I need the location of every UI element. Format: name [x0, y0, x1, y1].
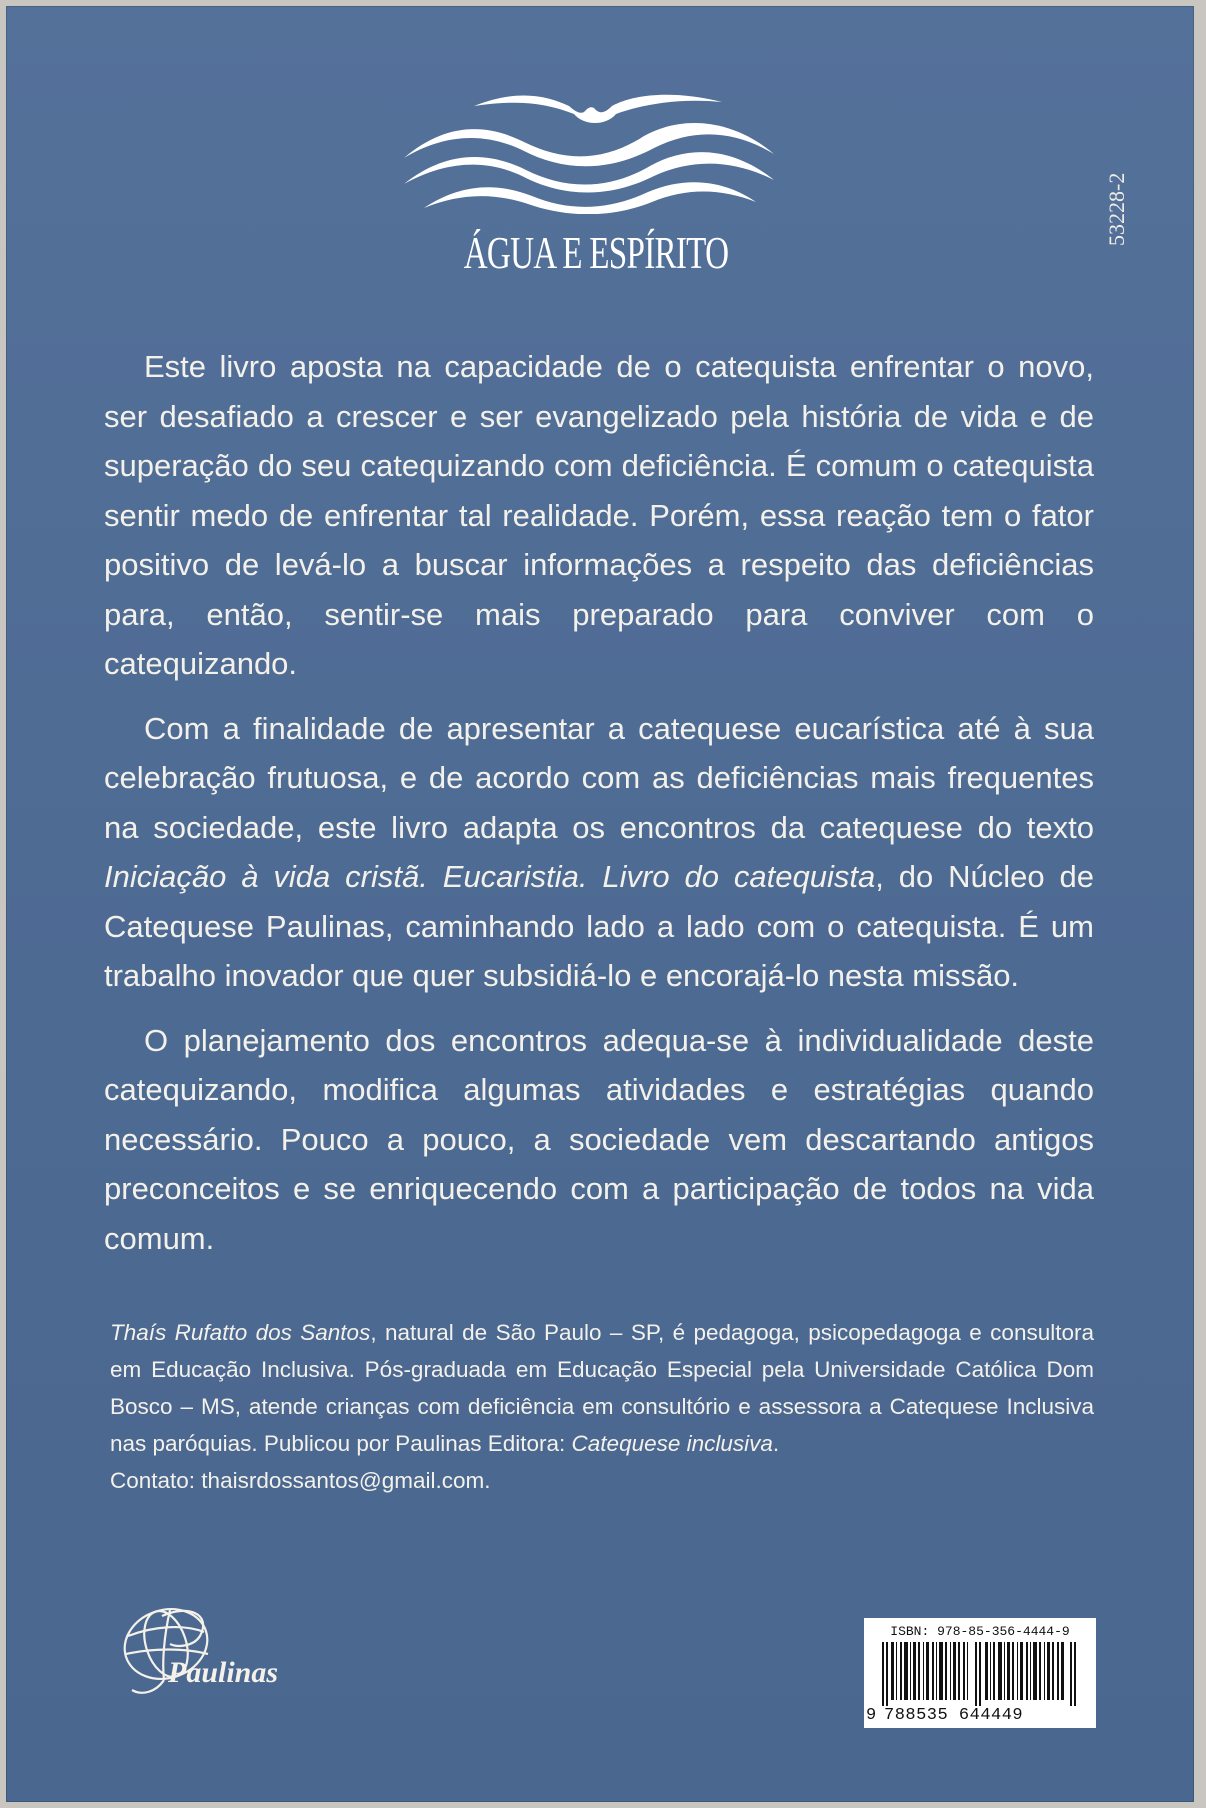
description-paragraph: Este livro aposta na capacidade de o catequista enfrentar o novo, ser desafiado a crescer e ser evangelizado pela história de vida e de superação do seu catequizando com deficiência. É comum o catequista sentir medo de enfrentar tal realidade. Porém, essa reação tem o fator positivo de levá-lo a buscar informações a respeito das deficiências para, então, sentir-se mais preparado para conviver com o catequizando.: [104, 349, 1094, 681]
referenced-book-title: Iniciação à vida cristã. Eucaristia. Livro do catequista: [104, 859, 876, 894]
author-contact: Contato: thaisrdossantos@gmail.com.: [110, 1468, 491, 1493]
author-bio: [110, 1314, 1094, 1499]
water-and-spirit-logo: [404, 84, 794, 214]
back-cover: [6, 6, 1194, 1802]
author-name: Thaís Rufatto dos Santos: [110, 1320, 371, 1345]
description-paragraph: O planejamento dos encontros adequa-se à individualidade deste catequizando, modifica algumas atividades e estratégias quando necessário. Pouco a pouco, a sociedade vem descartando antigos preconceitos e se enriquecendo com a participação de todos na vida comum.: [104, 1022, 1094, 1256]
barcode-icon: [880, 1642, 1080, 1706]
isbn-label: ISBN: 978-85-356-4444-9: [890, 1624, 1070, 1639]
publisher-name: Paulinas: [168, 1656, 279, 1689]
author-bio-text: , natural de São Paulo – SP, é pedagoga, psicopedagoga e consultora em Educação Inclusiva. Pós-graduada em Educação Especial pela Universidade Católica Dom Bosco – MS, atende crianças com deficiência em consultório e assessora a Catequese Inclusiva nas paróquias. Publicou por Paulinas Editora:: [110, 1320, 1094, 1456]
description-text: , do Núcleo de Catequese Paulinas, caminhando lado a lado com o catequista. É um trabalho inovador que quer subsidiá-lo e encorajá-lo nesta missão.: [104, 859, 1094, 993]
isbn-barcode: [864, 1618, 1096, 1728]
description-paragraph: [104, 704, 1094, 1001]
previous-book-title: Catequese inclusiva: [571, 1431, 773, 1456]
catalog-code: 53228-2: [1104, 172, 1129, 246]
description-text: Com a finalidade de apresentar a catequese eucarística até à sua celebração frutuosa, e de acordo com as deficiências mais frequentes na sociedade, este livro adapta os encontros da catequese do texto: [104, 710, 1094, 845]
author-bio-end: .: [772, 1431, 780, 1456]
series-title: ÁGUA E ESPÍRITO: [463, 227, 729, 278]
dove-icon: [474, 95, 722, 123]
author-bio-paragraph: [110, 1314, 1094, 1462]
book-description: [104, 342, 1094, 1263]
ean-first-digit: 9: [866, 1706, 877, 1725]
ean-remaining-digits: 788535 644449: [884, 1706, 1024, 1725]
